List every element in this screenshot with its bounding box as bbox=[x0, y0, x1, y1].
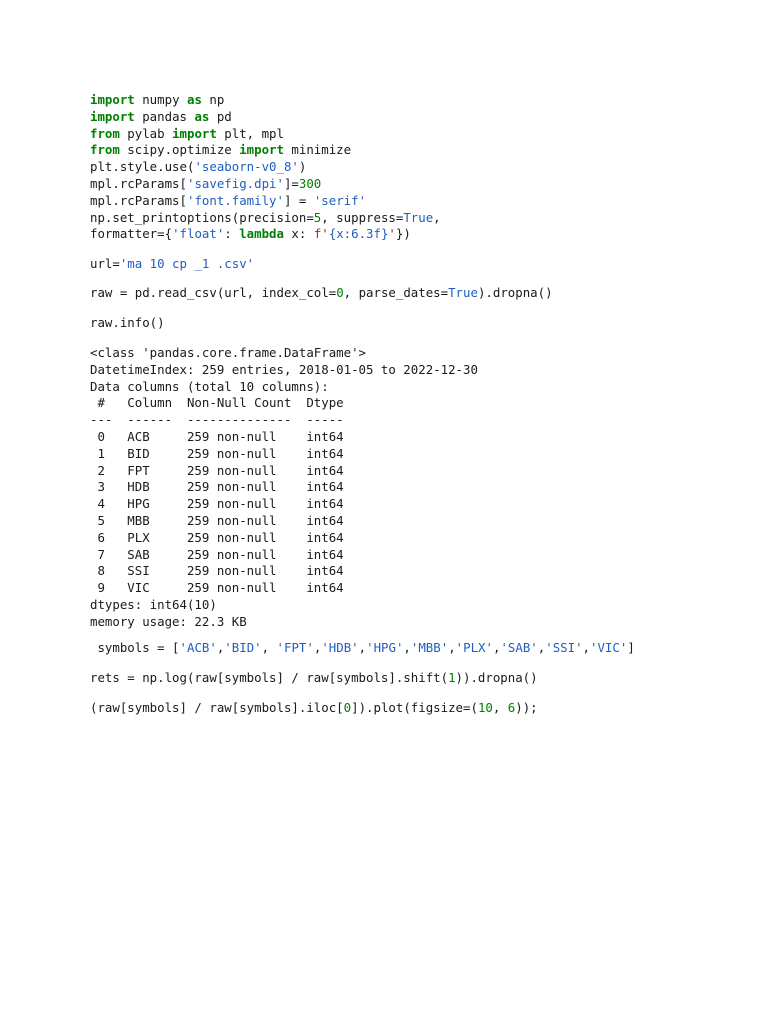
code-line bbox=[90, 159, 441, 176]
code-token: 'SAB' bbox=[500, 640, 538, 655]
code-token: minimize bbox=[283, 142, 352, 158]
code-line bbox=[90, 700, 538, 717]
code-token: 'FPT' bbox=[276, 640, 314, 655]
code-token: 'serif' bbox=[313, 192, 367, 208]
code-token: 'ACB' bbox=[179, 640, 217, 655]
code-token: raw.info() bbox=[90, 315, 165, 330]
code-line bbox=[90, 92, 441, 109]
code-token: , bbox=[433, 209, 441, 225]
code-token: 5 MBB 259 non-null int64 bbox=[90, 512, 344, 528]
imports-code-block bbox=[90, 92, 441, 243]
url-code-block bbox=[90, 256, 254, 273]
code-token: , bbox=[537, 640, 546, 655]
code-token: x: bbox=[283, 226, 314, 242]
output-line bbox=[90, 496, 478, 513]
code-token: DatetimeIndex: 259 entries, 2018-01-05 to 2022-12-30 bbox=[90, 361, 478, 377]
output-line bbox=[90, 547, 478, 564]
code-token: , bbox=[358, 640, 367, 655]
code-token: , bbox=[448, 640, 456, 655]
code-token: url= bbox=[90, 256, 120, 271]
code-line bbox=[90, 285, 553, 302]
code-token: : bbox=[224, 226, 240, 242]
code-token: import bbox=[239, 142, 284, 158]
code-token: ).dropna() bbox=[477, 285, 553, 300]
code-token: , bbox=[492, 640, 501, 655]
code-token: 'SSI' bbox=[545, 640, 583, 655]
output-line bbox=[90, 563, 478, 580]
output-line bbox=[90, 479, 478, 496]
code-token: True bbox=[448, 285, 478, 300]
code-line bbox=[90, 256, 254, 273]
output-line bbox=[90, 530, 478, 547]
code-token: dtypes: int64(10) bbox=[90, 596, 217, 612]
code-token: , bbox=[216, 640, 225, 655]
code-token: numpy bbox=[134, 92, 187, 107]
output-line bbox=[90, 597, 478, 614]
code-token: import bbox=[172, 125, 217, 141]
code-token: , bbox=[403, 640, 411, 655]
code-token: , bbox=[582, 640, 591, 655]
code-token: 8 SSI 259 non-null int64 bbox=[90, 563, 344, 579]
code-token: 300 bbox=[298, 175, 322, 191]
code-token: <class 'pandas.core.frame.DataFrame'> bbox=[90, 345, 367, 360]
output-line bbox=[90, 580, 478, 597]
code-token: import bbox=[90, 108, 135, 124]
output-line bbox=[90, 362, 478, 379]
code-token: 10 bbox=[477, 700, 493, 715]
output-line bbox=[90, 614, 478, 631]
code-token: mpl.rcParams[ bbox=[90, 175, 187, 191]
code-token: symbols = [ bbox=[90, 640, 180, 655]
code-token: # Column Non-Null Count Dtype bbox=[90, 395, 344, 411]
output-line bbox=[90, 446, 478, 463]
code-token: , suppress= bbox=[321, 209, 404, 225]
code-token: 'ma 10 cp _1 .csv' bbox=[119, 256, 255, 271]
code-token: np bbox=[201, 92, 225, 107]
code-token: {x:6.3f} bbox=[328, 226, 389, 242]
code-token: 4 HPG 259 non-null int64 bbox=[90, 496, 344, 512]
code-token: 'font.family' bbox=[186, 192, 284, 208]
code-token: 3 HDB 259 non-null int64 bbox=[90, 479, 344, 495]
info-code-block bbox=[90, 315, 165, 332]
code-token: ] bbox=[627, 640, 635, 655]
code-token: True bbox=[403, 209, 434, 225]
code-token: plt, mpl bbox=[216, 125, 284, 141]
code-token: , bbox=[261, 640, 277, 655]
code-token: mpl.rcParams[ bbox=[90, 192, 187, 208]
code-token: , parse_dates= bbox=[343, 285, 449, 300]
code-line bbox=[90, 142, 441, 159]
code-token: f' bbox=[313, 226, 329, 242]
code-token: 'VIC' bbox=[590, 640, 628, 655]
code-token: memory usage: 22.3 KB bbox=[90, 613, 247, 629]
code-token: np.set_printoptions(precision= bbox=[90, 209, 314, 225]
code-token: formatter={ bbox=[90, 226, 173, 242]
code-token: 1 BID 259 non-null int64 bbox=[90, 445, 344, 461]
code-token: pd bbox=[209, 108, 232, 124]
code-token: ' bbox=[388, 226, 396, 242]
code-token: --- ------ -------------- ----- bbox=[90, 412, 344, 428]
code-token: rets = np.log(raw[symbols] / raw[symbols].shift( bbox=[90, 670, 449, 685]
code-token: ] = bbox=[283, 192, 314, 208]
plot-code-block bbox=[90, 700, 538, 717]
code-token: , bbox=[492, 700, 508, 715]
output-line bbox=[90, 463, 478, 480]
code-token: )); bbox=[515, 700, 538, 715]
output-line bbox=[90, 345, 478, 362]
code-line bbox=[90, 640, 635, 657]
read-csv-code-block bbox=[90, 285, 553, 302]
code-token: raw = pd.read_csv(url, index_col= bbox=[90, 285, 337, 300]
code-line bbox=[90, 109, 441, 126]
code-token: 0 ACB 259 non-null int64 bbox=[90, 428, 344, 444]
code-token: ]= bbox=[283, 175, 299, 191]
code-token: )).dropna() bbox=[455, 670, 538, 685]
code-token: , bbox=[313, 640, 322, 655]
code-token: plt.style.use( bbox=[90, 159, 195, 175]
code-line bbox=[90, 126, 441, 143]
code-token: ]).plot(figsize=( bbox=[351, 700, 478, 715]
output-line bbox=[90, 395, 478, 412]
output-line bbox=[90, 513, 478, 530]
code-token: 'BID' bbox=[224, 640, 262, 655]
code-token: 2 FPT 259 non-null int64 bbox=[90, 462, 344, 478]
code-token: 0 bbox=[336, 285, 344, 300]
code-line bbox=[90, 210, 441, 227]
code-token: 'HDB' bbox=[321, 640, 359, 655]
code-line bbox=[90, 226, 441, 243]
code-token: 1 bbox=[448, 670, 456, 685]
returns-code-block bbox=[90, 670, 538, 687]
code-token: 'MBB' bbox=[410, 640, 449, 655]
code-token: ) bbox=[298, 159, 307, 175]
code-line bbox=[90, 193, 441, 210]
code-token: (raw[symbols] / raw[symbols].iloc[ bbox=[90, 700, 344, 715]
code-token: 7 SAB 259 non-null int64 bbox=[90, 546, 344, 562]
code-token: as bbox=[186, 92, 202, 107]
code-line bbox=[90, 670, 538, 687]
output-line bbox=[90, 412, 478, 429]
code-line bbox=[90, 315, 165, 332]
code-token: 9 VIC 259 non-null int64 bbox=[90, 580, 344, 596]
code-token: 'float' bbox=[172, 226, 225, 242]
code-line bbox=[90, 176, 441, 193]
code-token: pandas bbox=[134, 108, 195, 124]
code-token: scipy.optimize bbox=[119, 142, 240, 158]
code-token: 'seaborn-v0_8' bbox=[194, 159, 299, 175]
code-token: }) bbox=[395, 226, 411, 242]
code-token: from bbox=[90, 142, 120, 158]
output-line bbox=[90, 429, 478, 446]
code-token: 5 bbox=[313, 209, 322, 225]
code-token: Data columns (total 10 columns): bbox=[90, 378, 329, 394]
code-token: 'HPG' bbox=[366, 640, 404, 655]
output-line bbox=[90, 379, 478, 396]
code-token: 6 PLX 259 non-null int64 bbox=[90, 529, 344, 545]
code-token: 'PLX' bbox=[455, 640, 493, 655]
code-token: 'savefig.dpi' bbox=[186, 175, 284, 191]
info-output-block bbox=[90, 345, 478, 631]
code-token: lambda bbox=[239, 226, 284, 242]
code-token: 6 bbox=[507, 700, 516, 715]
code-token: from bbox=[90, 125, 120, 141]
code-token: 0 bbox=[343, 700, 352, 715]
code-token: import bbox=[90, 92, 135, 107]
symbols-code-block bbox=[90, 640, 635, 657]
code-token: as bbox=[194, 108, 210, 124]
code-token: pylab bbox=[119, 125, 173, 141]
